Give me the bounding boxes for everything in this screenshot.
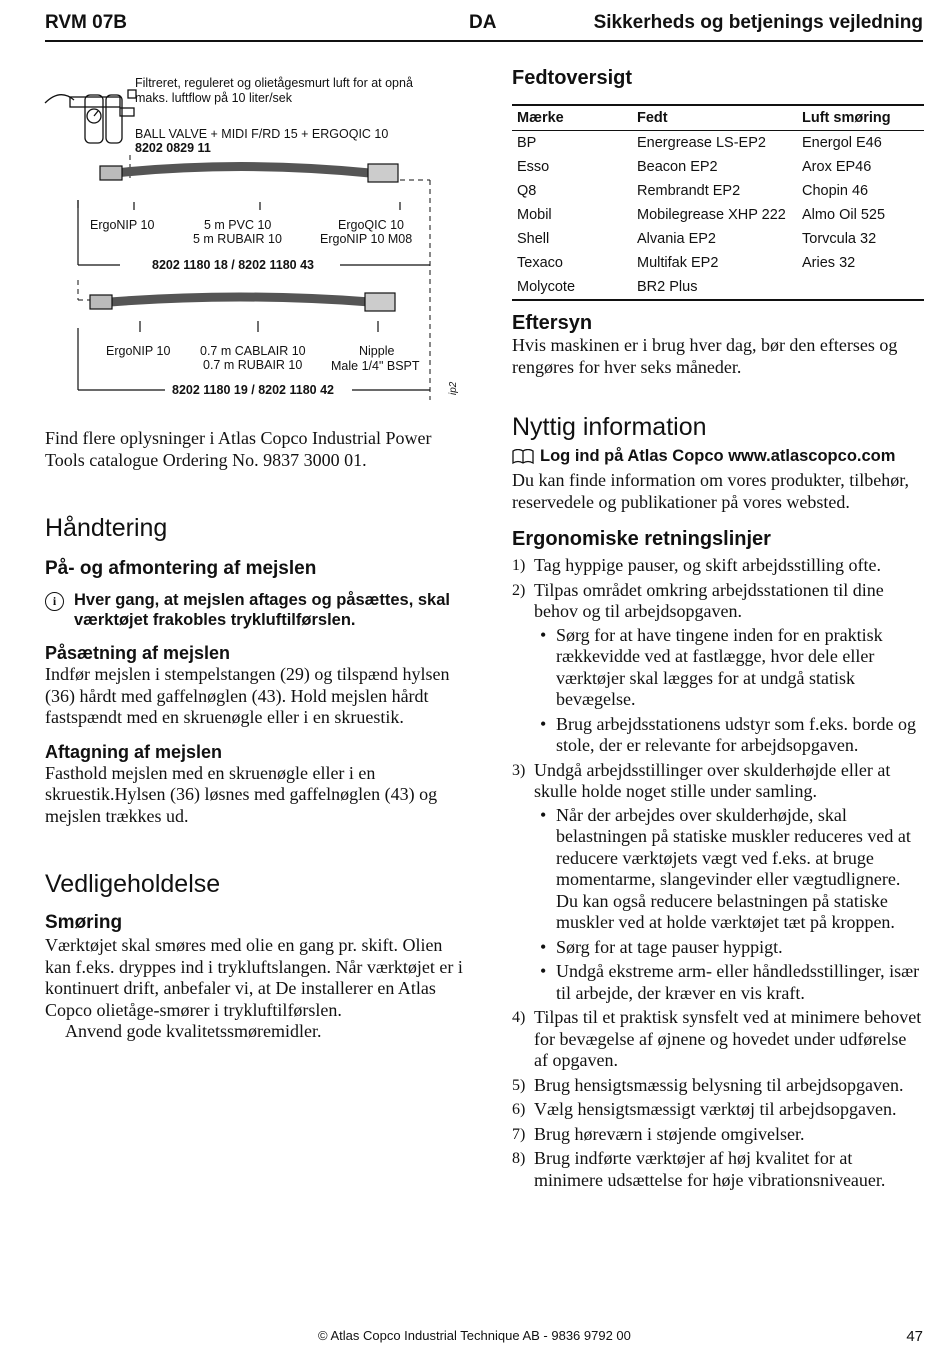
list-number: 8) [512,1150,526,1167]
fit-text: Indfør mejslen i stempelstangen (29) og tilspænd hylsen (36) hårdt med gaffelnøglen (43). Hold mejslen hårdt fastspændt med en skruenøgle eller i en skruestik. [45,664,450,727]
hose1-mid2-label: 5 m RUBAIR 10 [193,232,282,246]
info-icon: i [45,592,64,611]
hose2-right1-label: Nipple [359,344,395,358]
remove-heading: Aftagning af mejslen [45,741,223,762]
table-cell: Energrease LS-EP2 [637,135,766,151]
hose-1-icon [100,164,398,182]
list-item-text: Tilpas området omkring arbejdsstationen til dine behov og til arbejdsopgaven. [534,579,884,621]
language-code: DA [469,12,497,33]
list-item [512,555,924,577]
air-supply-illustration [40,70,470,405]
intro-text: Find flere oplysninger i Atlas Copco Industrial Power Tools catalogue Ordering No. 9837 3000 01. [45,428,432,470]
list-item [512,1124,924,1146]
bullet-item: • Sørg for at have tingene inden for en praktisk rækkevidde ved at fastlægge, hvor dele eller værktøjer skal lægges for at undgå statisk bevægelse. [534,625,924,711]
useful-info-heading: Nyttig information [512,413,707,441]
fit-heading: Påsætning af mejslen [45,643,231,663]
table-cell: Torvcula 32 [802,231,877,247]
table-cell: Multifak EP2 [637,255,719,271]
hose1-order-numbers: 8202 1180 18 / 8202 1180 43 [152,258,314,272]
table-cell: Chopin 46 [802,183,869,199]
table-cell: Esso [517,159,550,175]
list-number: 7) [512,1125,526,1143]
table-row [512,179,924,203]
list-number: 6) [512,1101,526,1118]
hose2-right2-label: Male 1/4" BSPT [331,359,420,373]
handling-heading: Håndtering [45,514,168,542]
bullet-item: • Når der arbejdes over skulderhøjde, skal belastningen på statiske muskler reduceres ved at reducere værktøjets vægt ved f.eks. at bruge momentarme, slangevinder eller vægtudlignere. Du kan også reducere belastningen på statiske muskler ved at holde værktøjet tæt på kroppen. [534,805,924,934]
table-row [512,227,924,251]
list-item-text: Vælg hensigtsmæssigt værktøj til arbejdsopgaven. [534,1099,897,1119]
right-column [512,66,924,1194]
list-number: 4) [512,1009,526,1026]
table-cell: Energol E46 [802,135,882,151]
diagram-note-line2: maks. luftflow på 10 liter/sek [135,91,293,105]
page-number: 47 [906,1328,923,1345]
list-number: 1) [512,557,526,574]
table-cell: Beacon EP2 [637,159,718,175]
sub-list [534,805,924,1005]
table-cell: Rembrandt EP2 [637,183,741,199]
list-item-text: Tilpas til et praktisk synsfelt ved at minimere behovet for bevægelse af øjnene og hovedet under udførelse af opgaven. [534,1007,922,1070]
list-number: 3) [512,761,526,779]
copyright-text: © Atlas Copco Industrial Technique AB - 9836 9792 00 [318,1328,631,1343]
list-item [512,760,924,1005]
login-text[interactable]: Log ind på Atlas Copco www.atlascopco.com [540,447,896,465]
grease-heading: Fedtoversigt [512,67,633,89]
model-name: RVM 07B [45,12,128,33]
list-item-text: Brug hensigtsmæssig belysning til arbejdsopgaven. [534,1074,904,1095]
table-cell [797,275,924,300]
remove-text: Fasthold mejslen med en skruenøgle eller i en skruestik.Hylsen (36) løsnes med gaffelnøglen (43) og mejslen trækkes ud. [45,762,438,826]
list-item [512,1075,924,1097]
hose2-left-label: ErgoNIP 10 [106,344,171,358]
list-item-text: Brug høreværn i støjende omgivelser. [534,1123,805,1144]
ergonomics-list [512,555,924,1191]
list-number: 2) [512,581,526,599]
lubrication-text: Værktøjet skal smøres med olie en gang pr. skift. Olien kan f.eks. dryppes ind i trykluftslangen. Når værktøjet er i kontinuert drift, anbefaler vi, at De installerer en Atlas Copco olietåge-smører i trykluftilførslen. [45,935,463,1020]
table-cell: Mobilegrease XHP 222 [637,207,786,223]
table-cell: BP [517,135,537,151]
info-text: Du kan finde information om vores produkter, tilbehør, reservedele og publikationer på vores websted. [512,470,909,512]
list-item [512,1007,924,1072]
table-cell: Arox EP46 [802,159,872,175]
list-number: 5) [512,1076,526,1094]
list-item-text: Brug indførte værktøjer af høj kvalitet for at minimere udsættelse for høje vibrationsniveauer. [534,1148,886,1190]
table-cell: Almo Oil 525 [802,207,886,223]
hose1-left-label: ErgoNIP 10 [90,218,155,232]
document-title: Sikkerheds og betjenings vejledning [593,12,923,33]
table-row [512,203,924,227]
bullet-item: • Undgå ekstreme arm- eller håndledsstillinger, især til arbejde, der kræver en vis kraft. [534,961,924,1004]
table-cell: Molycote [517,279,576,295]
table-cell: Aries 32 [802,255,856,271]
table-row [512,275,924,300]
table-cell: Q8 [517,183,537,199]
ergonomics-heading: Ergonomiske retningslinjer [512,528,771,550]
table-cell: Mobil [517,207,552,223]
list-item [512,580,924,757]
warning-text: Hver gang, at mejslen aftages og påsættes, skal værktøjet frakobles trykluftilførslen. [74,591,450,629]
frl-unit-icon [45,90,136,143]
diagram-note-line1: Filtreret, reguleret og olietågesmurt luft for at opnå [135,76,413,90]
header-brand: Mærke [512,105,632,131]
warning-note [45,590,465,630]
table-row [512,155,924,179]
sub-list [534,625,924,757]
table-cell: Texaco [517,255,563,271]
diagram-code: ip2 [448,381,459,395]
hose1-right2-label: ErgoNIP 10 M08 [320,232,413,246]
table-cell: BR2 Plus [637,279,698,295]
lubrication-heading: Smøring [45,912,123,933]
hose-2-icon [90,293,395,311]
table-row [512,251,924,275]
book-icon [512,449,534,465]
hose2-mid1-label: 0.7 m CABLAIR 10 [200,344,306,358]
inspection-heading: Eftersyn [512,312,593,334]
air-supply-diagram [40,70,470,405]
left-column [45,428,465,1043]
hose2-mid2-label: 0.7 m RUBAIR 10 [203,358,303,372]
header-grease: Fedt [632,105,797,131]
list-item-text: Tag hyppige pauser, og skift arbejdsstilling ofte. [534,555,881,575]
list-item [512,1148,924,1191]
grease-table-header-row [512,105,924,131]
kit-name: BALL VALVE + MIDI F/RD 15 + ERGOQIC 10 [135,127,389,141]
lubrication-text-2: Anvend gode kvalitetssmøremidler. [65,1021,322,1041]
list-item [512,1099,924,1121]
inspection-text: Hvis maskinen er i brug hver dag, bør den efterses og rengøres for hver seks måneder. [512,335,898,377]
table-cell: Alvania EP2 [637,231,716,247]
table-cell: Shell [517,231,550,247]
kit-number: 8202 0829 11 [135,141,211,155]
hose1-mid1-label: 5 m PVC 10 [204,218,272,232]
hose2-order-numbers: 8202 1180 19 / 8202 1180 42 [172,383,334,397]
hose1-right1-label: ErgoQIC 10 [338,218,405,232]
page-header [45,8,923,42]
bullet-item: • Brug arbejdsstationens udstyr som f.eks. borde og stole, der er relevante for arbejdsopgaven. [534,714,924,757]
maintenance-heading: Vedligeholdelse [45,870,221,898]
mount-heading: På- og afmontering af mejslen [45,558,317,579]
grease-table [512,104,924,301]
login-line [512,447,924,466]
header-air-lube: Luft smøring [797,105,924,131]
table-row [512,131,924,156]
list-item-text: Undgå arbejdsstillinger over skulderhøjde eller at skulle holde noget stille under samling. [534,759,891,801]
bullet-item: • Sørg for at tage pauser hyppigt. [534,937,924,959]
